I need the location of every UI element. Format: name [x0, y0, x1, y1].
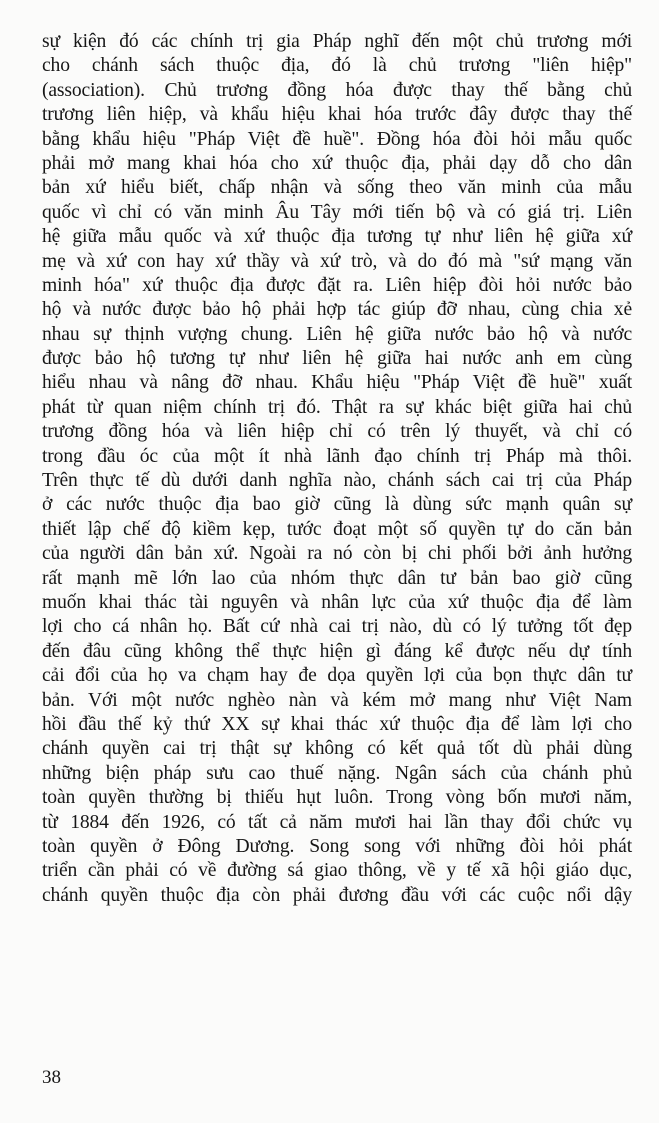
text-line: minh hóa" xứ thuộc địa được đặt ra. Liên hiệp đòi hỏi nước bảo [42, 274, 632, 296]
text-line: hệ giữa mẫu quốc và xứ thuộc địa tương tự như liên hệ giữa xứ [42, 226, 632, 248]
text-line: Trên thực tế dù dưới danh nghĩa nào, chánh sách cai trị của Pháp [42, 470, 632, 492]
text-line: hồi đầu thế kỷ thứ XX sự khai thác xứ thuộc địa để làm lợi cho [42, 713, 632, 735]
text-line: của người dân bản xứ. Ngoài ra nó còn bị chi phối bởi ảnh hưởng [42, 543, 632, 565]
text-line: hộ và nước được bảo hộ phải hợp tác giúp đỡ nhau, cùng chia xẻ [42, 299, 632, 321]
text-line: được bảo hộ tương tự như liên hệ giữa hai nước anh em cùng [42, 348, 632, 370]
text-line: bản xứ hiểu biết, chấp nhận và sống theo văn minh của mẫu [42, 177, 632, 199]
text-line: thiết lập chế độ kiềm kẹp, tước đoạt một số quyền tự do căn bản [42, 518, 632, 540]
text-line: mẹ và xứ con hay xứ thầy và xứ trò, và do đó mà "sứ mạng văn [42, 250, 632, 272]
text-line: phải mở mang khai hóa cho xứ thuộc địa, phải dạy dỗ cho dân [42, 152, 632, 174]
page-number: 38 [42, 1067, 61, 1088]
text-line: muốn khai thác tài nguyên và nhân lực của xứ thuộc địa để làm [42, 591, 632, 613]
text-line: chánh quyền cai trị thật sự không có kết quả tốt dù phải dùng [42, 738, 632, 760]
text-line: cho chánh sách thuộc địa, đó là chủ trương "liên hiệp" [42, 55, 632, 77]
text-line: ở các nước thuộc địa bao giờ cũng là dùng sức mạnh quân sự [42, 494, 632, 516]
text-line: lợi cho cá nhân họ. Bất cứ nhà cai trị nào, dù có lý tưởng tốt đẹp [42, 616, 632, 638]
text-line: chánh quyền thuộc địa còn phải đương đầu với các cuộc nổi dậy [42, 884, 632, 906]
text-line: bản. Với một nước nghèo nàn và kém mở mang như Việt Nam [42, 689, 632, 711]
text-line: quốc vì chỉ có văn minh Âu Tây mới tiến bộ và có giá trị. Liên [42, 201, 632, 223]
text-line: triển cần phải có về đường sá giao thông, về y tế xã hội giáo dục, [42, 860, 632, 882]
text-line: phát từ quan niệm chính trị đó. Thật ra sự khác biệt giữa hai chủ [42, 396, 632, 418]
text-line: những biện pháp sưu cao thuế nặng. Ngân sách của chánh phủ [42, 762, 632, 784]
text-line: rất mạnh mẽ lớn lao của nhóm thực dân tư bản bao giờ cũng [42, 567, 632, 589]
text-line: đến đâu cũng không thể thực hiện gì đáng kể được nếu dự tính [42, 640, 632, 662]
text-line: hiểu nhau và nâng đỡ nhau. Khẩu hiệu "Pháp Việt đề huề" xuất [42, 372, 632, 394]
text-line: nhau sự thịnh vượng chung. Liên hệ giữa nước bảo hộ và nước [42, 323, 632, 345]
text-line: toàn quyền thường bị thiếu hụt luôn. Trong vòng bốn mươi năm, [42, 787, 632, 809]
text-line: trương liên hiệp, và khẩu hiệu khai hóa trước đây được thay thế [42, 104, 632, 126]
text-line: sự kiện đó các chính trị gia Pháp nghĩ đến một chủ trương mới [42, 31, 632, 52]
text-line: (association). Chủ trương đồng hóa được thay thế bằng chủ [42, 79, 632, 101]
text-line: bằng khẩu hiệu "Pháp Việt đề huề". Đồng hóa đòi hỏi mẫu quốc [42, 128, 632, 150]
text-line: trong đầu óc của một ít nhà lãnh đạo chính trị Pháp mà thôi. [42, 445, 632, 467]
text-line: toàn quyền ở Đông Dương. Song song với những đòi hỏi phát [42, 835, 632, 857]
text-line: trương đồng hóa và liên hiệp chỉ có trên lý thuyết, và chỉ có [42, 421, 632, 443]
page-body-text [42, 30, 632, 908]
text-line: từ 1884 đến 1926, có tất cả năm mươi hai lần thay đổi chức vụ [42, 811, 632, 833]
text-line: cải đổi của họ va chạm hay đe dọa quyền lợi của bọn thực dân tư [42, 665, 632, 687]
